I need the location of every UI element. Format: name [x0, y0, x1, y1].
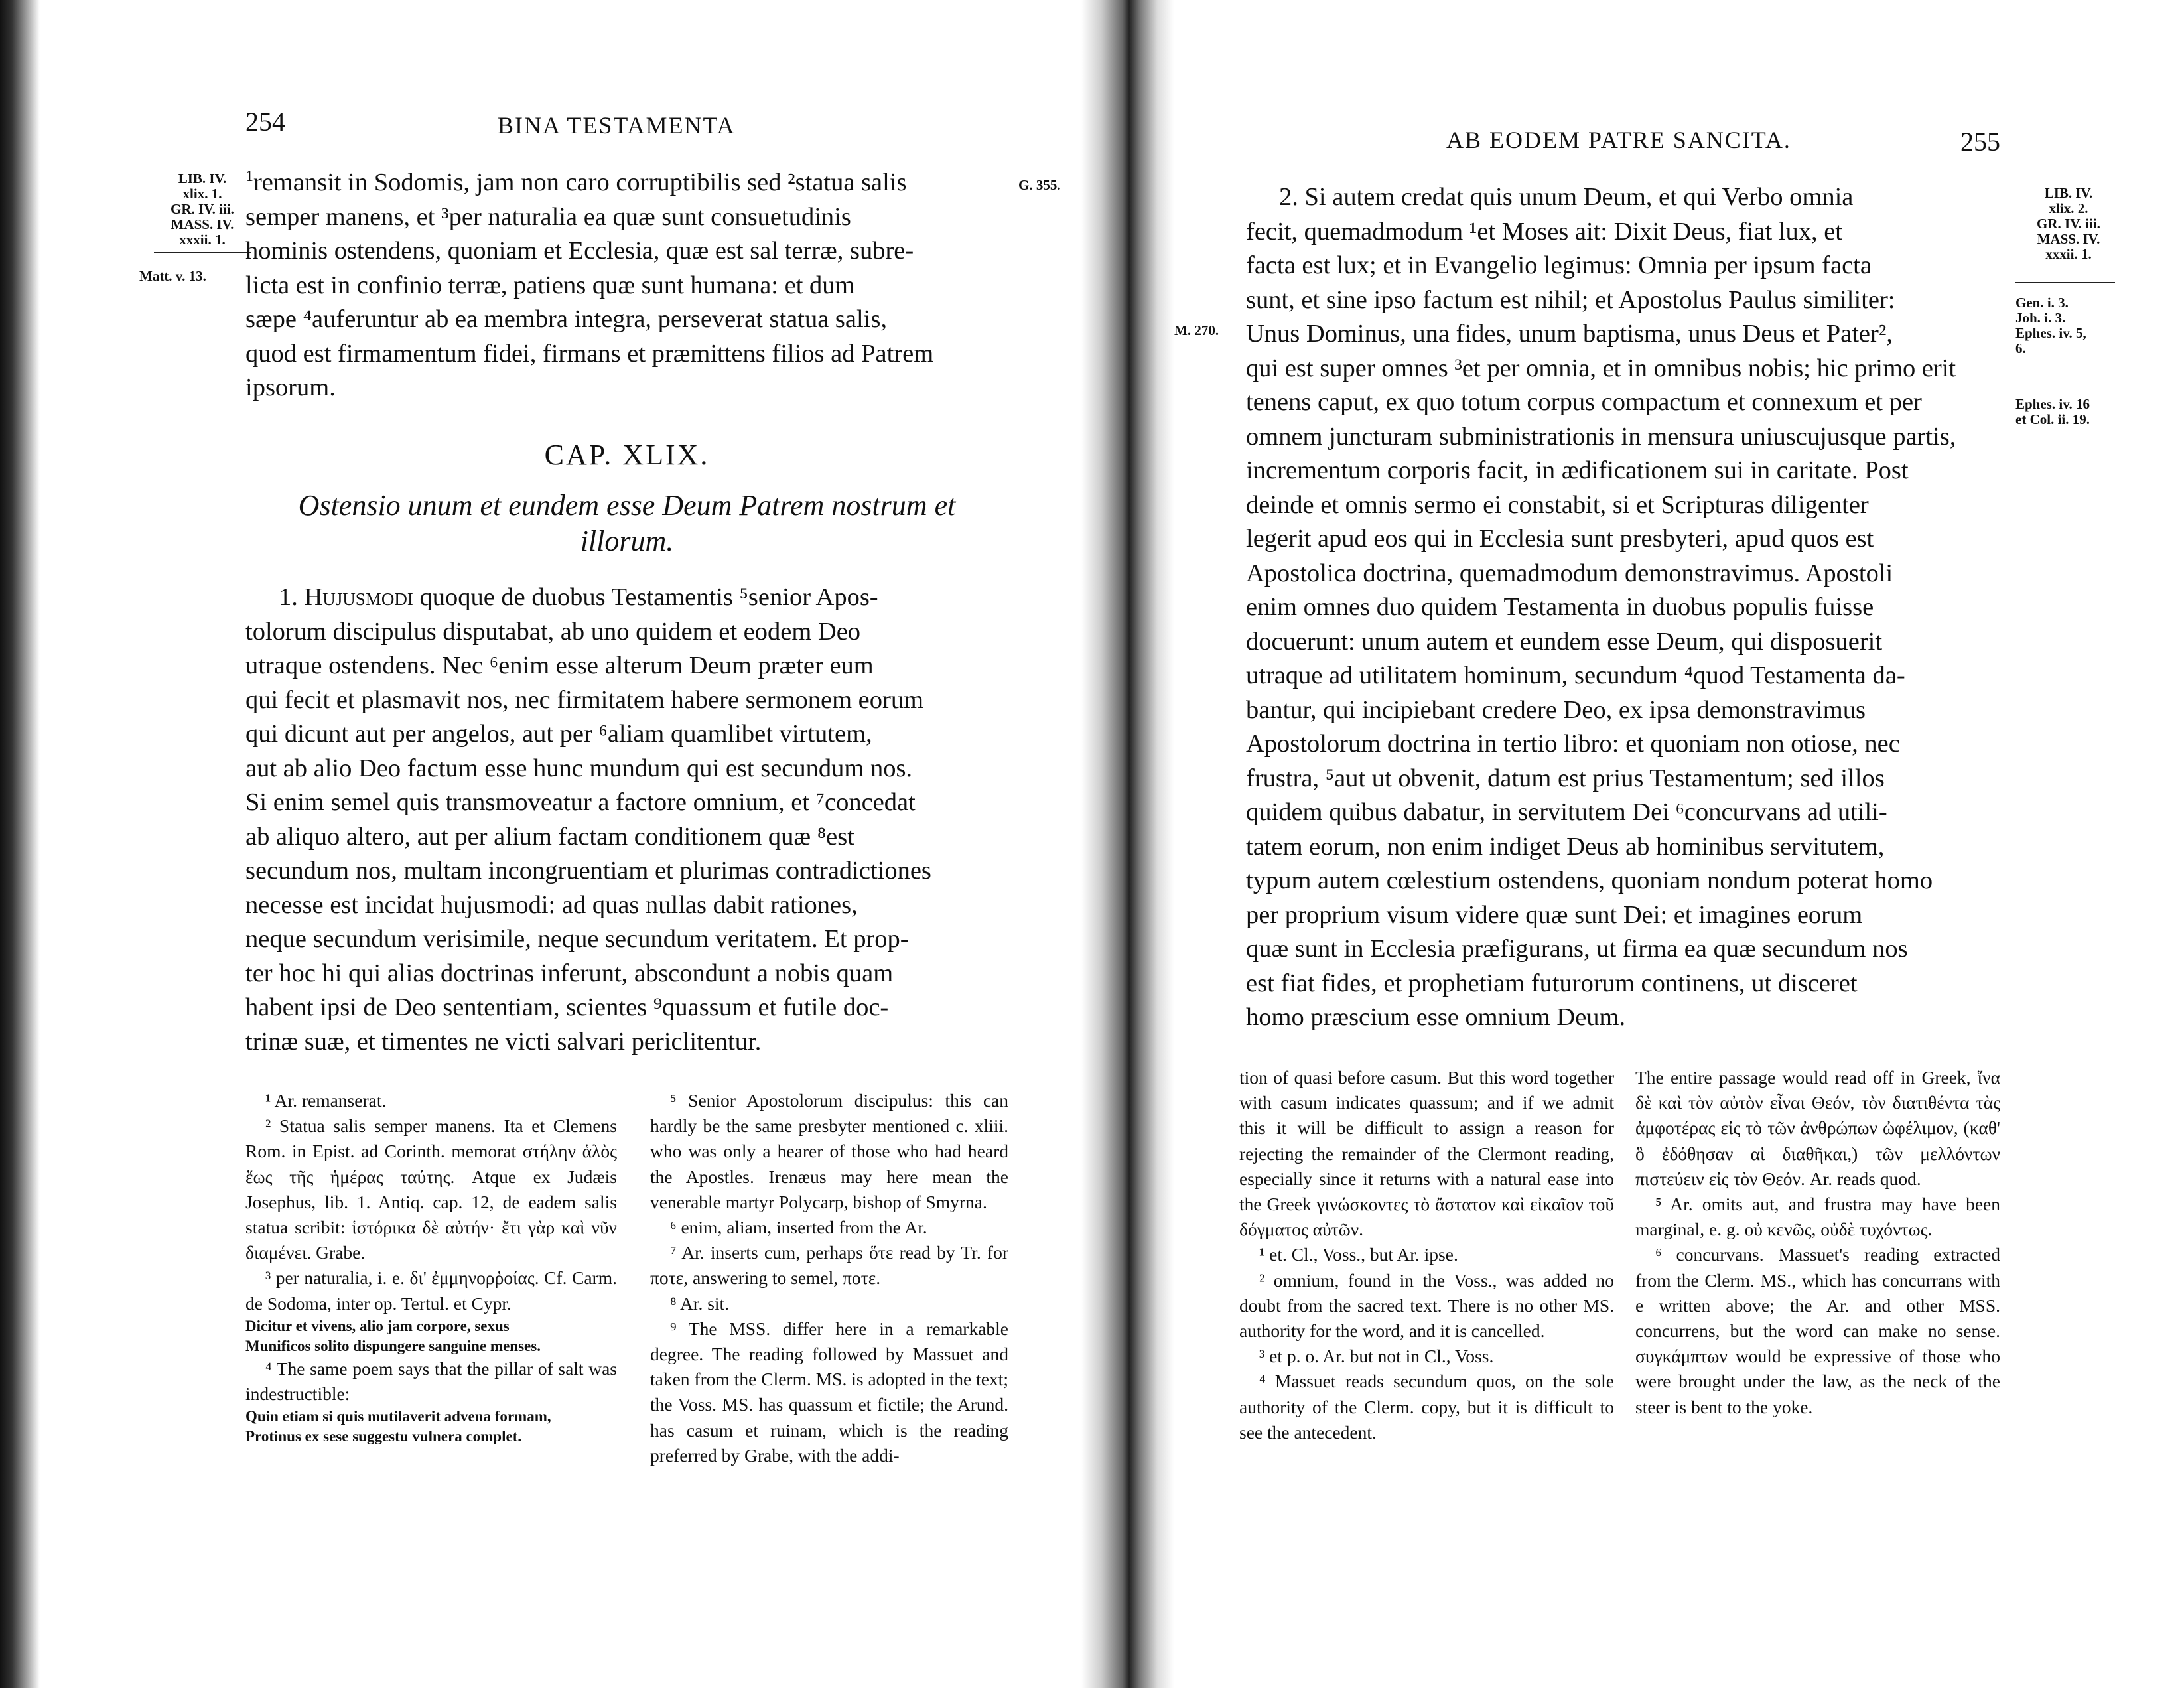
footnotes-left-col1	[245, 1088, 617, 1446]
section-2: 2. Si autem credat quis unum Deum, et qui Verbo omnia fecit, quemadmodum ¹et Moses ait: Dixit Deus, fiat lux, et facta est lux; et in Evangelio legimus: Omnia per ipsum facta sunt, et sine ipso factum est nihil; et Apostolus Paulus similiter: Unus Dominus, una fides, unum baptisma, unus Deus et Pater², qui est super omnes ³et per omnia, et in omnibus nobis; hic primo erit tenens caput, ex quo totum corpus compactum et connexum et per omnem juncturam subministrationis in mensura uniuscujusque partis, incrementum corporis facit, in ædificationem sui in caritate. Post deinde et omnis sermo ei constabit, si et Scripturas diligenter legerit apud eos qui in Ecclesia sunt presbyteri, apud quos est Apostolica doctrina, quemadmodum demonstravimus. Apostoli enim omnes duo quidem Testamenta in duobus populis fuisse docuerunt: unum autem et eundem esse Deum, qui disposuerit utraque ad utilitatem hominum, secundum ⁴quod Testamenta da- bantur, qui incipiebant credere Deo, ex ipsa demonstravimus Apostolorum doctrina in tertio libro: et quoniam non otiose, nec frustra, ⁵aut ut obvenit, datum est prius Testamentum; sed illos quidem quibus dabatur, in servitutem Dei ⁶concurvans ad utili- tatem eorum, non enim indiget Deus ab hominibus servitutem, typum autem cœlestium ostendens, quoniam nondum poterat homo per proprium visum videre quæ sunt Dei: et imagines eorum quæ sunt in Ecclesia præfigurans, ut firma ea quæ secundum nos est fiat fides, et prophetiam futurorum continens, ut disceret homo præscium esse omnium Deum.	[1246, 183, 1956, 1031]
left-page	[40, 0, 1081, 1688]
footnote: ¹ Ar. remanserat.	[265, 1090, 387, 1111]
margin-ref-grabe: G. 355.	[1018, 177, 1061, 193]
page-number: 254	[245, 107, 285, 137]
footnote: ³ et p. o. Ar. but not in Cl., Voss.	[1259, 1346, 1494, 1367]
margin-rule	[154, 252, 251, 253]
chapter-subtitle: Ostensio unum et eundem esse Deum Patrem nostrum et illorum.	[298, 489, 956, 557]
margin-ref-matt: Matt. v. 13.	[139, 268, 206, 284]
footnote: ¹ et. Cl., Voss., but Ar. ipse.	[1259, 1244, 1458, 1265]
footnotes-right-col2	[1635, 1065, 2000, 1420]
footnote: ² omnium, found in the Voss., was added no doubt from the sacred text. There is no other MS. authority for the word, and it is cancelled.	[1239, 1269, 1614, 1342]
footnote: ⁶ concurvans. Massuet's reading extracted from the Clerm. MS., which has concurrans with e written above; the Ar. and other MSS. concurrens, but the word can make no sense. συγκάμπτων would be expressive of those who were brought under the law, as the neck of the steer is bent to the yoke.	[1635, 1244, 2000, 1417]
margin-ref-massuet: M. 270.	[1174, 322, 1219, 338]
running-head: BINA TESTAMENTA	[498, 112, 736, 139]
footnote: tion of quasi before casum. But this word together with casum indicates quassum; and if we admit this it will be difficult to assign a reason for rejecting the remainder of the Clermont reading, especially since it returns with a natural ease into the Greek γινώσκοντες τὸ ἄστατον καὶ εἰκαῖον τοῦ δόγματος αὐτῶν.	[1239, 1067, 1614, 1240]
left-binding-shadow	[0, 0, 40, 1688]
footnote: ² Statua salis semper manens. Ita et Clemens Rom. in Epist. ad Corinth. memorat στήλην ἁλὸς ἕως τῆς ἡμέρας ταύτης. Atque ex Judæis Josephus, lib. 1. Antiq. cap. 12, de eadem salis statua scribit: ἱστόρικα δὲ αὐτήν· ἔτι γὰρ καὶ νῦν διαμένει. Grabe.	[245, 1115, 617, 1263]
running-head: AB EODEM PATRE SANCITA.	[1446, 127, 1791, 153]
center-binding-shadow	[1081, 0, 1174, 1688]
footnotes-left-col2	[650, 1088, 1008, 1468]
footnote: ³ per naturalia, i. e. δι' ἐμμηνορῥοίας. Cf. Carm. de Sodoma, inter op. Tertul. et Cypr.	[245, 1267, 617, 1314]
margin-ref-book: LIB. IV. xlix. 1. GR. IV. iii. MASS. IV. xxxii. 1.	[171, 171, 234, 247]
footnote: ⁹ The MSS. differ here in a remarkable degree. The reading followed by Massuet and taken from the Clerm. MS. is adopted in the text; the Voss. MS. has quassum et fictile; the Arund. has casum et ruinam, which is the reading preferred by Grabe, with the addi-	[650, 1318, 1008, 1466]
footnote: ⁵ Ar. omits aut, and frustra may have been marginal, e. g. οὐ κενῶς, οὐδὲ τυχόντως.	[1635, 1194, 2000, 1240]
footnote: ⁴ Massuet reads secundum quos, on the sole authority of the Clerm. copy, but it is difficult to see the antecedent.	[1239, 1371, 1614, 1442]
footnote-quote: Quin etiam si quis mutilaverit advena formam, Protinus ex sese suggestu vulnera complet.	[245, 1408, 551, 1445]
right-page	[1174, 0, 2184, 1688]
footnote: ⁸ Ar. sit.	[670, 1293, 730, 1314]
footnote: ⁴ The same poem says that the pillar of salt was indestructible:	[245, 1358, 617, 1405]
intro-paragraph: $^1$remansit in Sodomis, jam non caro corruptibilis sed ²statua salis semper manens, et ³per naturalia ea quæ sunt consuetudinis hominis ostendens, quoniam et Ecclesia, quæ est sal terræ, subre- licta est in confinio terræ, patiens quæ sunt humana: et dum sæpe ⁴auferuntur ab ea membra integra, perseverat statua salis, quod est firmamentum fidei, firmans et præmittens filios ad Patrem ipsorum.	[245, 168, 934, 401]
chapter-title: CAP. XLIX.	[544, 439, 710, 471]
margin-ref-book: LIB. IV. xlix. 2. GR. IV. iii. MASS. IV. xxxii. 1.	[2037, 185, 2100, 262]
footnotes-right-col1	[1239, 1065, 1614, 1445]
section-1: 1. Hujusmodi quoque de duobus Testamentis ⁵senior Apos- tolorum discipulus disputabat, ab uno quidem et eodem Deo utraque ostendens. Nec ⁶enim esse alterum Deum præter eum qui fecit et plasmavit nos, nec firmitatem habere sermonem eorum qui dicunt aut per angelos, aut per ⁶aliam quamlibet virtutem, aut ab alio Deo factum esse hunc mundum qui est secundum nos. Si enim semel quis transmoveatur a factore omnium, et ⁷concedat ab aliquo altero, aut per alium factam conditionem quæ ⁸est secundum nos, multam incongruentiam et plurimas contradictiones necesse est incidat hujusmodi: ad quas nullas dabit rationes, neque secundum verisimile, neque secundum veritatem. Et prop- ter hoc hi qui alias doctrinas inferunt, abscondunt a nobis quam habent ipsi de Deo sententiam, scientes ⁹quassum et futile doc- trinæ suæ, et timentes ne victi salvari periclitentur.	[245, 583, 931, 1056]
footnote: ⁷ Ar. inserts cum, perhaps ὅτε read by Tr. for ποτε, answering to semel, ποτε.	[650, 1242, 1008, 1289]
page-number: 255	[1960, 127, 2000, 157]
footnote: ⁵ Senior Apostolorum discipulus: this can hardly be the same presbyter mentioned c. xliii. who was only a hearer of those who had heard the Apostles. Irenæus may here mean the venerable martyr Polycarp, bishop of Smyrna.	[650, 1090, 1008, 1212]
footnote: The entire passage would read off in Greek, ἵνα δὲ καὶ τὸν αὐτὸν εἶναι Θεόν, τὸν διατιθέντα τὰς ἀμφοτέρας εἰς τὸ τῶν ἀνθρώπων ὠφέλιμον, (καθ' ὃ ἐδόθησαν αἱ διαθῆκαι,) τῶν μελλόντων πιστεύειν εἰς τὸν Θεόν. Ar. reads quod.	[1635, 1067, 2000, 1189]
margin-ref-ephes: Ephes. iv. 16 et Col. ii. 19.	[2015, 396, 2090, 427]
footnote-quote: Dicitur et vivens, alio jam corpore, sexus Munificos solito dispungere sanguine menses.	[245, 1317, 541, 1354]
footnote: ⁶ enim, aliam, inserted from the Ar.	[670, 1217, 927, 1238]
margin-ref-gen: Gen. i. 3. Joh. i. 3. Ephes. iv. 5, 6.	[2015, 295, 2086, 356]
margin-rule	[2015, 282, 2115, 283]
